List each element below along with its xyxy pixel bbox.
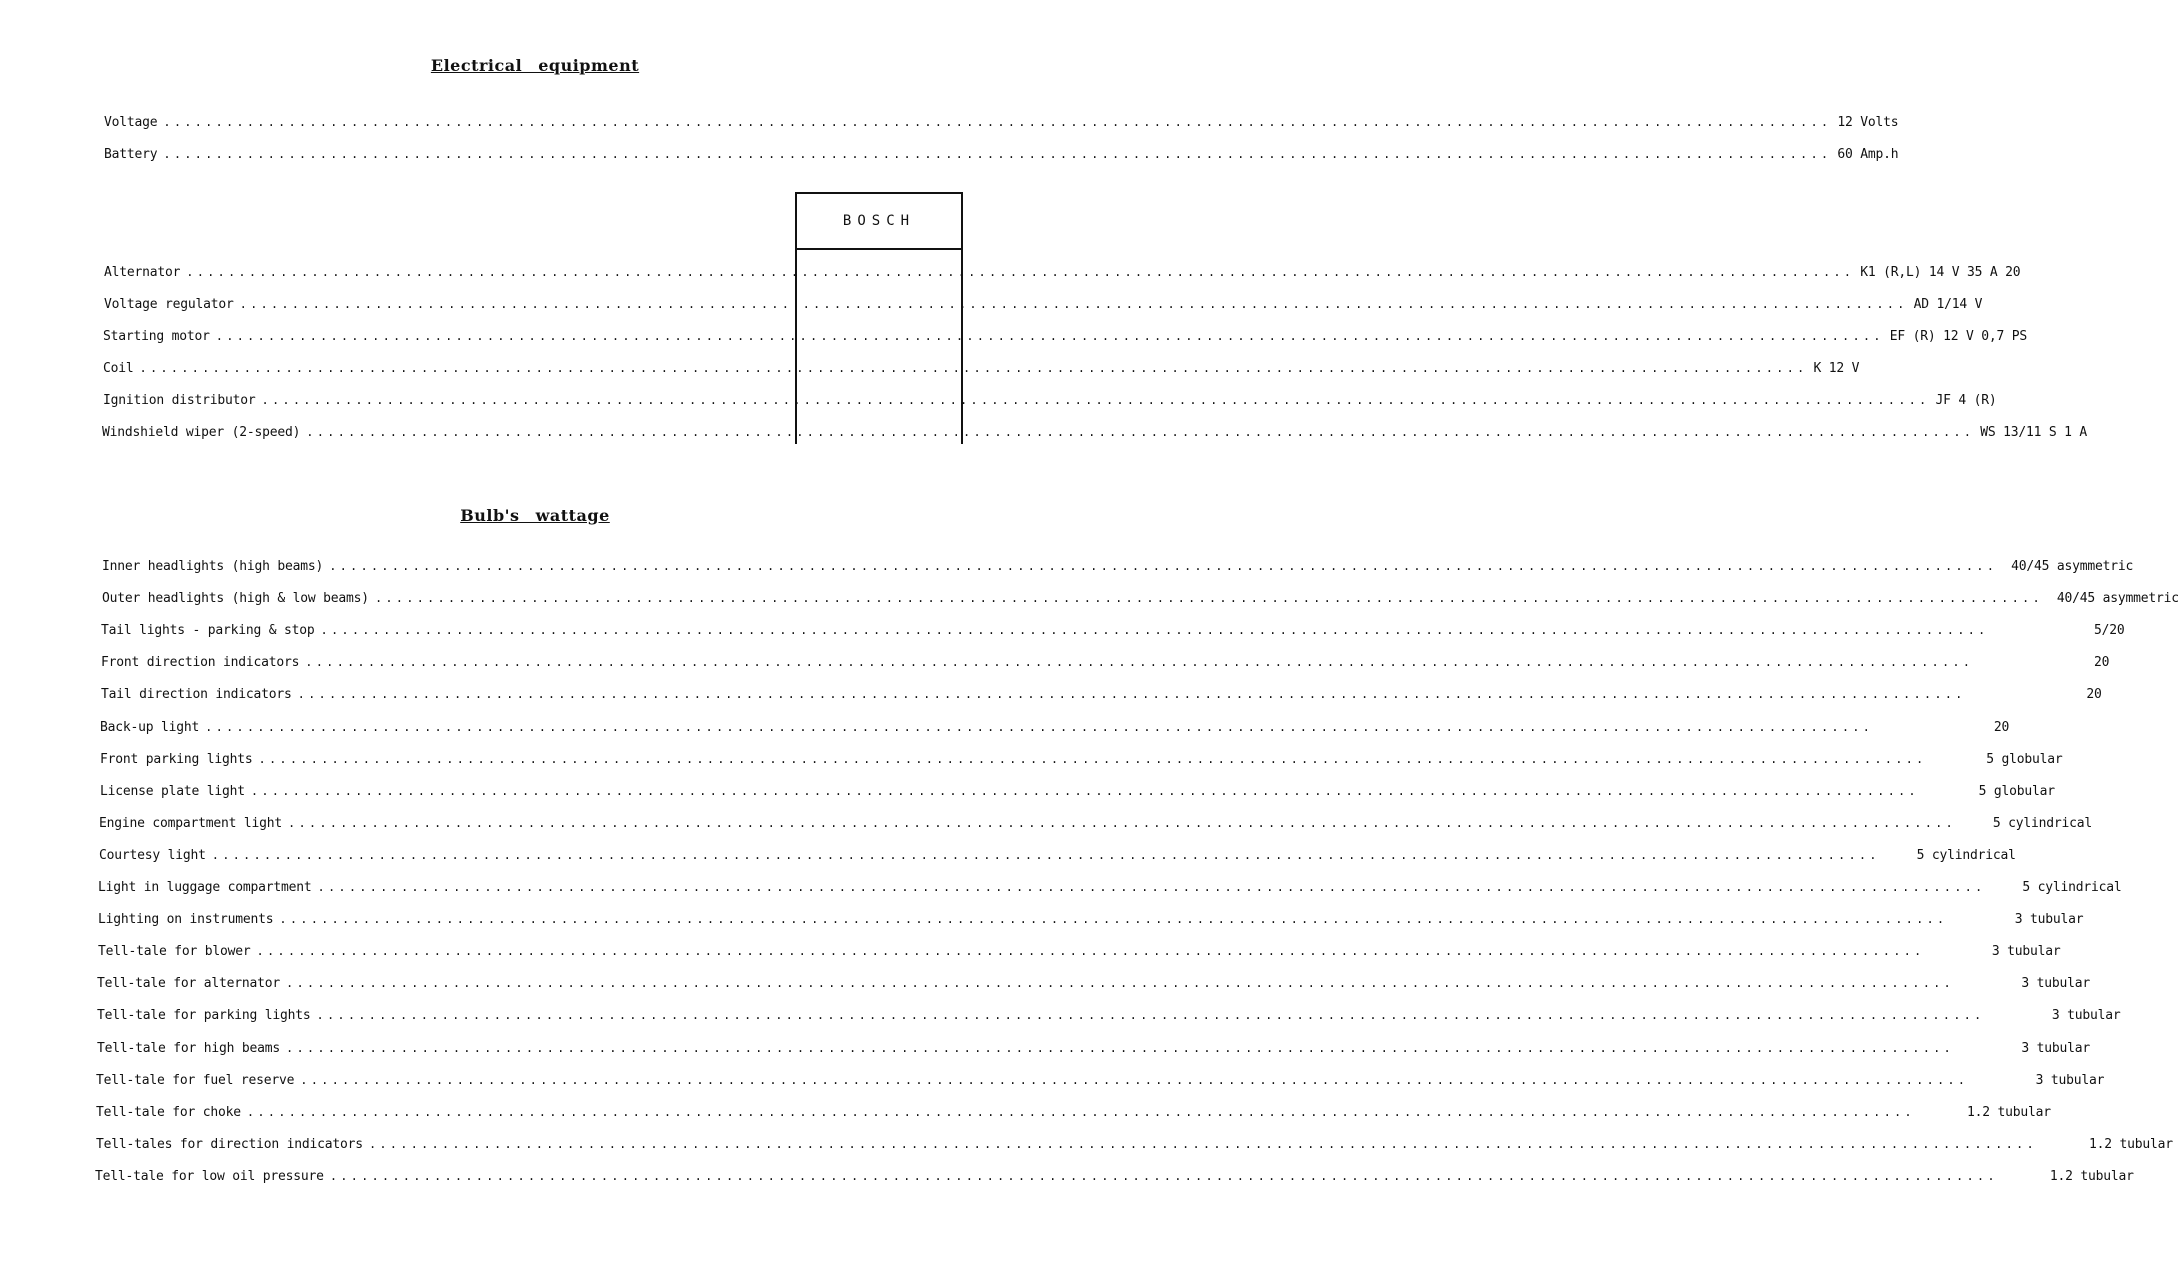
leader-dots: ................................................................................................................................................................ bbox=[163, 147, 1832, 161]
leader-dots: ................................................................................................................................................................ bbox=[205, 719, 1874, 734]
bulb-wattage: 5 cylindrical bbox=[1916, 847, 2016, 863]
bulb-wattage: 20 bbox=[1993, 719, 2010, 735]
bulb-row bbox=[99, 815, 2092, 836]
component-row-coil bbox=[103, 361, 1860, 381]
component-row-alternator bbox=[104, 265, 2021, 285]
bulb-wattage: 1.2 tubular bbox=[2088, 1136, 2173, 1152]
leader-dots: ................................................................................................................................................................ bbox=[317, 880, 1986, 894]
bulb-wattage: 3 tubular bbox=[2021, 976, 2090, 992]
leader-dots: ................................................................................................................................................................ bbox=[374, 591, 2043, 606]
component-row-starting-motor bbox=[103, 329, 2027, 349]
spec-label: Voltage bbox=[104, 115, 158, 130]
bulb-label: Engine compartment light bbox=[99, 815, 283, 831]
electrical-title: Electrical equipment bbox=[430, 56, 640, 75]
component-label: Starting motor bbox=[103, 329, 210, 344]
leader-dots: ................................................................................................................................................................ bbox=[368, 1136, 2037, 1151]
bulb-label: Tell-tale for blower bbox=[98, 944, 251, 960]
bulb-wattage: 5/20 bbox=[2093, 623, 2125, 639]
leader-dots: ................................................................................................................................................................ bbox=[258, 751, 1927, 766]
bulb-label: Tail direction indicators bbox=[101, 687, 292, 703]
bulb-label: Inner headlights (high beams) bbox=[102, 559, 324, 574]
spec-value: 60 Amp.h bbox=[1837, 147, 1899, 162]
leader-dots: ................................................................................................................................................................ bbox=[306, 425, 1975, 439]
bulb-row bbox=[97, 1008, 2121, 1028]
bulb-wattage: 5 globular bbox=[1978, 783, 2055, 799]
spec-label: Battery bbox=[104, 147, 158, 162]
bulb-label: Tell-tale for fuel reserve bbox=[96, 1072, 295, 1088]
bulb-row bbox=[102, 559, 2134, 579]
bulb-wattage: 3 tubular bbox=[2014, 912, 2084, 928]
bulb-row bbox=[98, 912, 2084, 932]
bulb-row bbox=[98, 880, 2122, 900]
bulb-row bbox=[101, 655, 2110, 675]
leader-dots: ................................................................................................................................................................ bbox=[215, 329, 1884, 343]
leader-dots: ................................................................................................................................................................ bbox=[211, 847, 1880, 862]
bulb-row bbox=[100, 783, 2055, 804]
component-value: EF (R) 12 V 0,7 PS bbox=[1889, 329, 2027, 344]
bulb-row bbox=[96, 1072, 2105, 1093]
bulb-row bbox=[95, 1168, 2134, 1189]
spec-value: 12 Volts bbox=[1837, 115, 1899, 130]
bulb-label: Tell-tale for alternator bbox=[97, 976, 281, 992]
component-value: WS 13/11 S 1 A bbox=[1980, 425, 2088, 440]
bulb-label: Tail lights - parking & stop bbox=[101, 623, 315, 639]
bulb-label: Light in luggage compartment bbox=[98, 880, 312, 895]
bulb-label: License plate light bbox=[100, 783, 245, 799]
leader-dots: ................................................................................................................................................................ bbox=[261, 393, 1930, 407]
component-label: Coil bbox=[103, 361, 134, 376]
bulb-label: Tell-tale for parking lights bbox=[97, 1008, 311, 1024]
component-row-voltage-regulator bbox=[104, 297, 1983, 317]
leader-dots: ................................................................................................................................................................ bbox=[320, 623, 1989, 638]
bulb-row bbox=[96, 1136, 2173, 1157]
leader-dots: ................................................................................................................................................................ bbox=[286, 976, 1954, 991]
bulb-label: Front direction indicators bbox=[101, 655, 300, 671]
bulb-label: Front parking lights bbox=[100, 751, 253, 767]
bulb-wattage: 3 tubular bbox=[2035, 1072, 2105, 1088]
leader-dots: ................................................................................................................................................................ bbox=[186, 265, 1855, 279]
bulb-row bbox=[97, 976, 2090, 996]
spec-row-voltage bbox=[104, 115, 1899, 135]
bulb-wattage: 5 globular bbox=[1986, 751, 2063, 767]
bulb-label: Lighting on instruments bbox=[98, 912, 274, 928]
leader-dots: ................................................................................................................................................................ bbox=[305, 655, 1974, 670]
component-value: K1 (R,L) 14 V 35 A 20 bbox=[1860, 265, 2021, 280]
leader-dots: ................................................................................................................................................................ bbox=[246, 1104, 1915, 1119]
leader-dots: ................................................................................................................................................................ bbox=[297, 687, 1966, 702]
leader-dots: ................................................................................................................................................................ bbox=[300, 1072, 1969, 1087]
bulb-wattage: 3 tubular bbox=[2021, 1040, 2090, 1056]
bulb-label: Courtesy light bbox=[99, 847, 206, 863]
leader-dots: ................................................................................................................................................................ bbox=[239, 297, 1908, 311]
bulb-wattage: 3 tubular bbox=[2051, 1008, 2121, 1024]
bulbs-title: Bulb's wattage bbox=[460, 506, 610, 525]
leader-dots: ................................................................................................................................................................ bbox=[329, 559, 1998, 573]
component-label: Alternator bbox=[104, 265, 181, 280]
bulb-label: Tell-tale for high beams bbox=[97, 1040, 281, 1056]
component-value: AD 1/14 V bbox=[1913, 297, 1983, 312]
bulb-wattage: 20 bbox=[2093, 655, 2110, 671]
component-row-windshield-wiper bbox=[102, 425, 2088, 445]
component-label: Voltage regulator bbox=[104, 297, 234, 312]
leader-dots: ................................................................................................................................................................ bbox=[288, 815, 1956, 830]
bulb-row bbox=[100, 751, 2063, 772]
bulb-wattage: 20 bbox=[2086, 687, 2102, 703]
bulb-row bbox=[96, 1104, 2051, 1125]
bulb-label: Back-up light bbox=[100, 719, 200, 735]
leader-dots: ................................................................................................................................................................ bbox=[316, 1008, 1985, 1023]
bulb-label: Outer headlights (high & low beams) bbox=[102, 591, 369, 607]
component-label: Ignition distributor bbox=[103, 393, 256, 408]
component-value: K 12 V bbox=[1813, 361, 1860, 376]
bulb-row bbox=[102, 591, 2179, 611]
leader-dots: ................................................................................................................................................................ bbox=[250, 783, 1919, 798]
bulb-row bbox=[101, 687, 2102, 707]
bulb-row bbox=[98, 944, 2061, 964]
bulb-wattage: 1.2 tubular bbox=[1966, 1104, 2051, 1120]
leader-dots: ................................................................................................................................................................ bbox=[286, 1040, 1954, 1055]
bulb-wattage: 3 tubular bbox=[1991, 944, 2061, 960]
bulb-wattage: 40/45 asymmetric bbox=[2011, 559, 2134, 574]
bulb-label: Tell-tales for direction indicators bbox=[96, 1136, 363, 1152]
bulb-wattage: 40/45 asymmetric bbox=[2056, 591, 2179, 607]
component-row-ignition-distributor bbox=[103, 393, 1997, 413]
bulb-row bbox=[101, 623, 2125, 643]
bulb-wattage: 5 cylindrical bbox=[2022, 880, 2122, 895]
bulb-wattage: 1.2 tubular bbox=[2049, 1168, 2134, 1184]
leader-dots: ................................................................................................................................................................ bbox=[139, 361, 1808, 375]
leader-dots: ................................................................................................................................................................ bbox=[256, 944, 1925, 959]
leader-dots: ................................................................................................................................................................ bbox=[329, 1168, 1998, 1183]
manufacturer-header: BOSCH bbox=[797, 194, 961, 250]
bulb-label: Tell-tale for low oil pressure bbox=[95, 1168, 324, 1184]
bulb-row bbox=[97, 1040, 2090, 1061]
bulb-row bbox=[99, 847, 2016, 868]
bulb-label: Tell-tale for choke bbox=[96, 1104, 241, 1120]
bulb-row bbox=[100, 719, 2010, 740]
spec-row-battery bbox=[104, 147, 1899, 167]
bulb-wattage: 5 cylindrical bbox=[1992, 815, 2092, 831]
leader-dots: ................................................................................................................................................................ bbox=[279, 912, 1948, 927]
component-value: JF 4 (R) bbox=[1935, 393, 1997, 408]
leader-dots: ................................................................................................................................................................ bbox=[163, 115, 1832, 129]
component-label: Windshield wiper (2-speed) bbox=[102, 425, 301, 440]
